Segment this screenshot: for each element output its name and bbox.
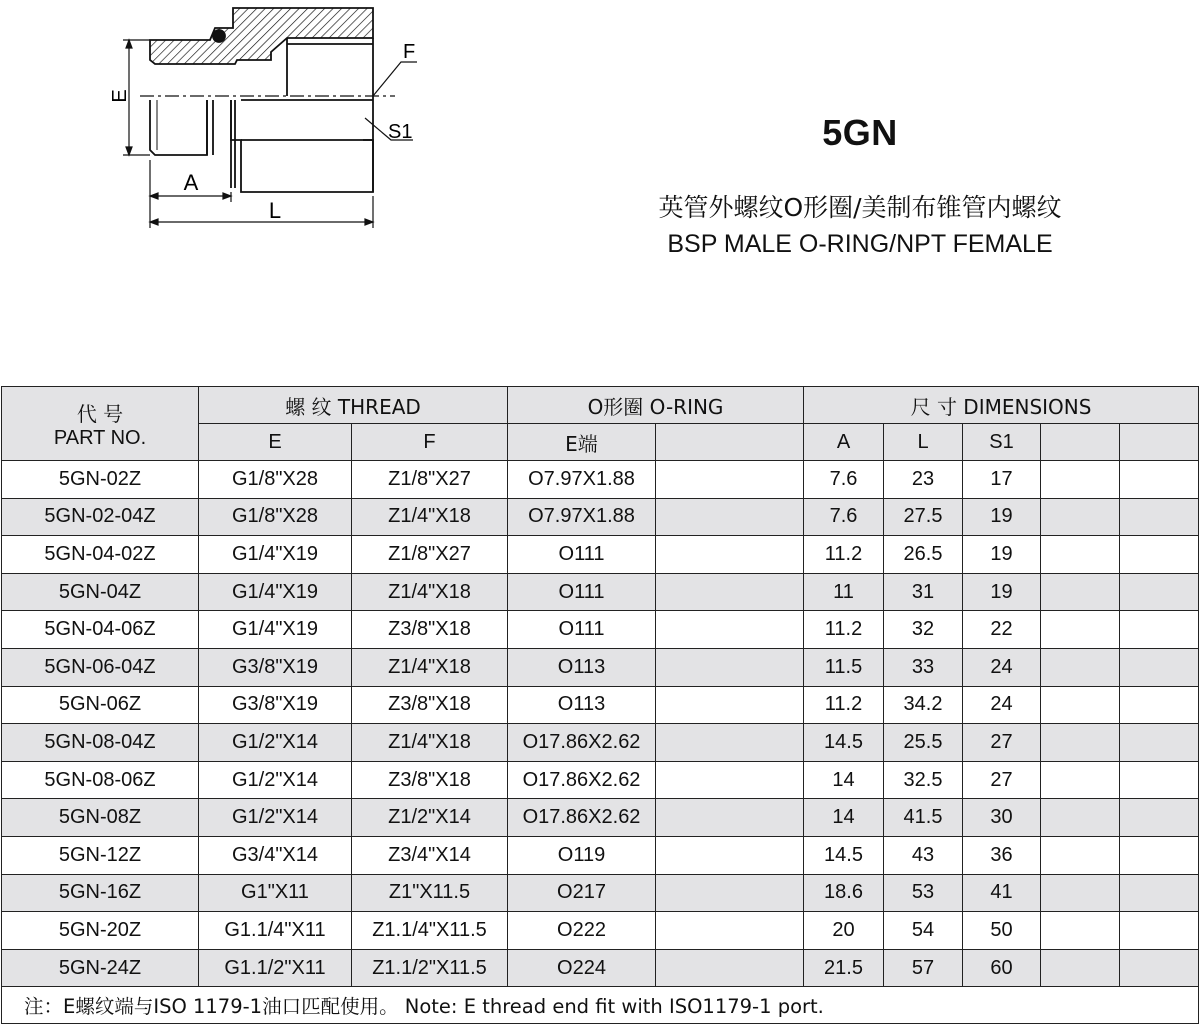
group-dimensions: 尺 寸 DIMENSIONS — [804, 387, 1199, 424]
cell-f: Z3/8"X18 — [352, 761, 508, 799]
cell-s1: 19 — [963, 498, 1041, 536]
blank-cell — [656, 874, 804, 912]
label-s1: S1 — [388, 121, 413, 143]
cell-part: 5GN-02Z — [2, 461, 199, 499]
table-row — [2, 836, 1199, 874]
cell-part: 5GN-04-02Z — [2, 536, 199, 574]
cell-oring: O119 — [508, 836, 656, 874]
table-note: 注：E螺纹端与ISO 1179-1油口匹配使用。 Note: E thread end fit with ISO1179-1 port. — [2, 987, 1199, 1024]
cell-a: 11 — [804, 573, 884, 611]
cell-s1: 27 — [963, 761, 1041, 799]
col-dim-l: L — [884, 424, 963, 461]
part-no-cn: 代 号 — [76, 401, 124, 426]
cell-part: 5GN-04Z — [2, 573, 199, 611]
cell-oring: O111 — [508, 611, 656, 649]
cell-a: 14 — [804, 799, 884, 837]
blank-cell — [656, 912, 804, 950]
cell-e: G1/4"X19 — [199, 536, 352, 574]
blank-cell — [656, 498, 804, 536]
part-no-en: PART NO. — [53, 426, 147, 449]
blank-cell — [1120, 573, 1199, 611]
cell-s1: 27 — [963, 724, 1041, 762]
cell-s1: 36 — [963, 836, 1041, 874]
blank-cell — [1041, 536, 1120, 574]
blank-cell — [1041, 912, 1120, 950]
blank-cell — [1120, 724, 1199, 762]
blank-cell — [1041, 724, 1120, 762]
cell-s1: 60 — [963, 949, 1041, 987]
fitting-body — [140, 8, 395, 192]
blank-cell — [1120, 949, 1199, 987]
blank-cell — [1041, 836, 1120, 874]
blank-cell — [1041, 761, 1120, 799]
cell-oring: O224 — [508, 949, 656, 987]
cell-e: G3/4"X14 — [199, 836, 352, 874]
cell-a: 18.6 — [804, 874, 884, 912]
cell-e: G1/4"X19 — [199, 573, 352, 611]
cell-s1: 19 — [963, 573, 1041, 611]
blank-cell — [1120, 461, 1199, 499]
blank-cell — [1041, 874, 1120, 912]
cell-part: 5GN-06Z — [2, 686, 199, 724]
blank-cell — [656, 949, 804, 987]
cell-l: 25.5 — [884, 724, 963, 762]
table-row — [2, 461, 1199, 499]
blank-cell — [1041, 648, 1120, 686]
blank-cell — [1120, 761, 1199, 799]
cell-part: 5GN-02-04Z — [2, 498, 199, 536]
cell-f: Z1/2"X14 — [352, 799, 508, 837]
cell-part: 5GN-08-04Z — [2, 724, 199, 762]
blank-cell — [1120, 874, 1199, 912]
blank-cell — [1041, 686, 1120, 724]
cell-s1: 50 — [963, 912, 1041, 950]
cell-oring: O17.86X2.62 — [508, 724, 656, 762]
cell-f: Z1/4"X18 — [352, 724, 508, 762]
cell-oring: O17.86X2.62 — [508, 761, 656, 799]
table-row — [2, 648, 1199, 686]
col-thread-e: E — [199, 424, 352, 461]
blank-cell — [1041, 573, 1120, 611]
col-thread-f: F — [352, 424, 508, 461]
table-row — [2, 536, 1199, 574]
product-title-en: BSP MALE O-RING/NPT FEMALE — [667, 230, 1053, 258]
table-row — [2, 498, 1199, 536]
cell-oring: O111 — [508, 536, 656, 574]
cell-f: Z3/8"X18 — [352, 611, 508, 649]
blank-cell — [1120, 498, 1199, 536]
cell-f: Z1"X11.5 — [352, 874, 508, 912]
blank-cell — [1041, 799, 1120, 837]
blank-cell — [1041, 949, 1120, 987]
blank-cell — [656, 724, 804, 762]
cell-e: G1"X11 — [199, 874, 352, 912]
blank-cell — [1120, 686, 1199, 724]
cell-e: G1/2"X14 — [199, 761, 352, 799]
cell-f: Z1/8"X27 — [352, 461, 508, 499]
product-code: 5GN — [822, 112, 898, 153]
cell-part: 5GN-08Z — [2, 799, 199, 837]
cell-s1: 30 — [963, 799, 1041, 837]
cell-a: 11.2 — [804, 686, 884, 724]
cell-f: Z1.1/4"X11.5 — [352, 912, 508, 950]
cell-part: 5GN-04-06Z — [2, 611, 199, 649]
cell-l: 34.2 — [884, 686, 963, 724]
blank-cell — [1120, 611, 1199, 649]
table-row — [2, 761, 1199, 799]
cell-e: G1/4"X19 — [199, 611, 352, 649]
table-row — [2, 949, 1199, 987]
cell-l: 31 — [884, 573, 963, 611]
spec-table — [1, 386, 1199, 1024]
cell-s1: 41 — [963, 874, 1041, 912]
cell-oring: O7.97X1.88 — [508, 498, 656, 536]
cell-l: 54 — [884, 912, 963, 950]
col-dim-a: A — [804, 424, 884, 461]
blank-cell — [656, 686, 804, 724]
cell-e: G1.1/2"X11 — [199, 949, 352, 987]
blank-cell — [656, 573, 804, 611]
blank-cell — [656, 799, 804, 837]
cell-e: G3/8"X19 — [199, 686, 352, 724]
table-row — [2, 799, 1199, 837]
blank-cell — [1120, 836, 1199, 874]
cell-l: 57 — [884, 949, 963, 987]
label-e: E — [109, 89, 131, 103]
group-thread: 螺 纹 THREAD — [199, 387, 508, 424]
table-row — [2, 686, 1199, 724]
cell-e: G1/8"X28 — [199, 461, 352, 499]
product-title-cn: 英管外螺纹O形圈/美制布锥管内螺纹 — [658, 193, 1062, 222]
label-f: F — [403, 41, 416, 63]
cell-s1: 22 — [963, 611, 1041, 649]
cell-part: 5GN-24Z — [2, 949, 199, 987]
blank-cell — [1120, 536, 1199, 574]
cell-e: G1/2"X14 — [199, 799, 352, 837]
cell-s1: 24 — [963, 686, 1041, 724]
blank-cell — [1120, 648, 1199, 686]
col-dim-s1: S1 — [963, 424, 1041, 461]
cell-l: 33 — [884, 648, 963, 686]
col-oring-e: E端 — [508, 424, 656, 461]
blank-cell — [656, 836, 804, 874]
cell-s1: 19 — [963, 536, 1041, 574]
cell-e: G1/2"X14 — [199, 724, 352, 762]
spec-table-body — [2, 461, 1199, 987]
col-part-no — [2, 387, 199, 461]
cell-e: G1/8"X28 — [199, 498, 352, 536]
blank-cell — [1041, 498, 1120, 536]
cell-f: Z3/4"X14 — [352, 836, 508, 874]
cell-s1: 17 — [963, 461, 1041, 499]
cell-l: 43 — [884, 836, 963, 874]
table-row — [2, 611, 1199, 649]
blank-cell — [1120, 912, 1199, 950]
cell-a: 21.5 — [804, 949, 884, 987]
blank-cell — [1041, 611, 1120, 649]
col-oring-blank — [656, 424, 804, 461]
cell-a: 11.5 — [804, 648, 884, 686]
cell-part: 5GN-16Z — [2, 874, 199, 912]
cell-part: 5GN-20Z — [2, 912, 199, 950]
cell-a: 14.5 — [804, 836, 884, 874]
cell-oring: O113 — [508, 648, 656, 686]
table-row — [2, 912, 1199, 950]
table-row — [2, 874, 1199, 912]
cell-oring: O111 — [508, 573, 656, 611]
label-l: L — [268, 198, 282, 223]
cell-f: Z1/4"X18 — [352, 573, 508, 611]
cell-a: 11.2 — [804, 536, 884, 574]
cell-l: 53 — [884, 874, 963, 912]
table-row — [2, 724, 1199, 762]
cell-oring: O222 — [508, 912, 656, 950]
cell-l: 32.5 — [884, 761, 963, 799]
cell-l: 23 — [884, 461, 963, 499]
label-a: A — [183, 170, 199, 195]
blank-cell — [656, 536, 804, 574]
blank-cell — [1120, 799, 1199, 837]
cell-l: 32 — [884, 611, 963, 649]
cell-l: 41.5 — [884, 799, 963, 837]
cell-oring: O17.86X2.62 — [508, 799, 656, 837]
cell-a: 14 — [804, 761, 884, 799]
cell-oring: O113 — [508, 686, 656, 724]
cell-a: 14.5 — [804, 724, 884, 762]
table-row — [2, 573, 1199, 611]
blank-cell — [656, 611, 804, 649]
cell-e: G3/8"X19 — [199, 648, 352, 686]
cell-f: Z1/4"X18 — [352, 648, 508, 686]
fitting-drawing — [95, 0, 435, 240]
cell-a: 7.6 — [804, 498, 884, 536]
cell-part: 5GN-08-06Z — [2, 761, 199, 799]
cell-a: 20 — [804, 912, 884, 950]
blank-cell — [656, 761, 804, 799]
cell-l: 27.5 — [884, 498, 963, 536]
blank-cell — [656, 461, 804, 499]
cell-l: 26.5 — [884, 536, 963, 574]
group-oring: O形圈 O-RING — [508, 387, 804, 424]
cell-f: Z1/8"X27 — [352, 536, 508, 574]
cell-e: G1.1/4"X11 — [199, 912, 352, 950]
cell-a: 11.2 — [804, 611, 884, 649]
blank-cell — [1041, 461, 1120, 499]
col-dim-blank2 — [1120, 424, 1199, 461]
cell-f: Z3/8"X18 — [352, 686, 508, 724]
col-dim-blank1 — [1041, 424, 1120, 461]
blank-cell — [656, 648, 804, 686]
cell-f: Z1/4"X18 — [352, 498, 508, 536]
cell-s1: 24 — [963, 648, 1041, 686]
cell-a: 7.6 — [804, 461, 884, 499]
cell-oring: O7.97X1.88 — [508, 461, 656, 499]
cell-part: 5GN-12Z — [2, 836, 199, 874]
cell-part: 5GN-06-04Z — [2, 648, 199, 686]
cell-f: Z1.1/2"X11.5 — [352, 949, 508, 987]
cell-oring: O217 — [508, 874, 656, 912]
